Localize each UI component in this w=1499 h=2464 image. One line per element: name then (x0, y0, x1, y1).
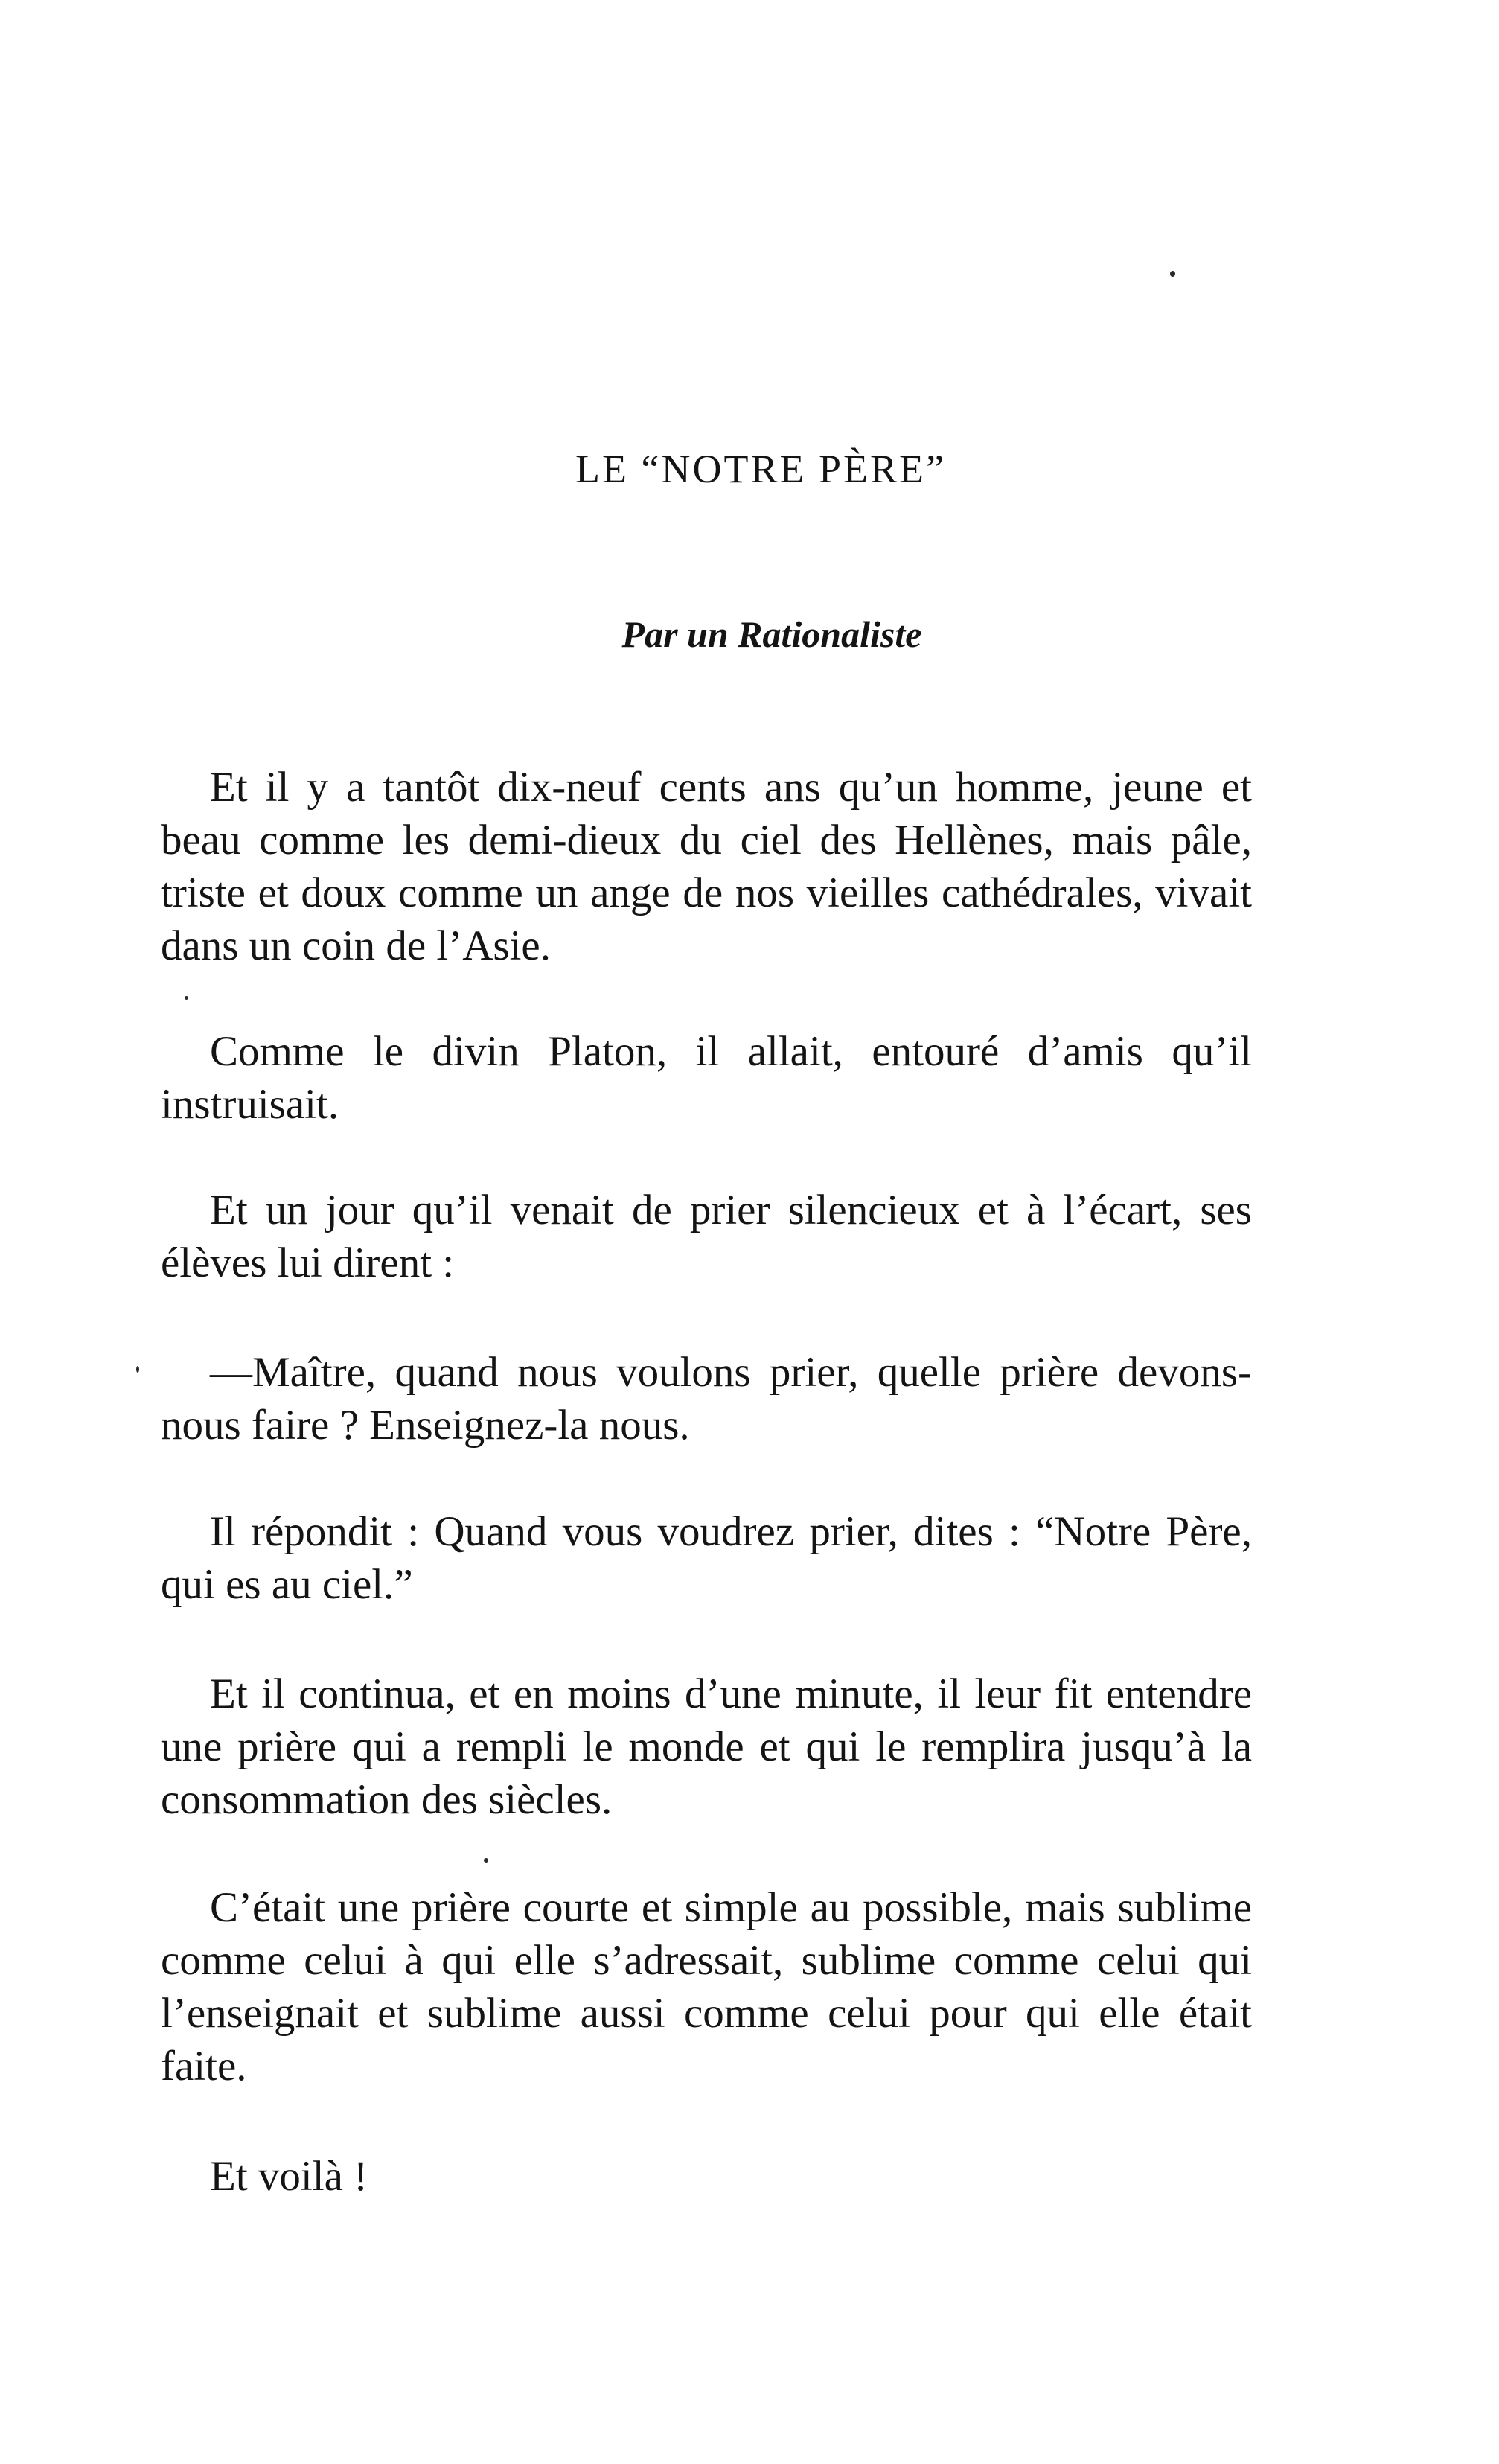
paragraph-6: Et il continua, et en moins d’une minute, il leur fit entendre une prière qui a rempli le monde et qui le remplira jusqu’à la consommation des siècles. (161, 1670, 1252, 1823)
ink-speck (136, 1366, 139, 1373)
ink-speck (1170, 271, 1175, 277)
paragraph-1: Et il y a tantôt dix-neuf cents ans qu’un homme, jeune et beau comme les demi-dieux du ciel des Hellènes, mais pâle, triste et doux comme un ange de nos vieilles cathédrales, vivait dans un coin de l’Asie. (161, 764, 1252, 969)
paragraph-8: Et voilà ! (210, 2153, 368, 2200)
ink-speck (185, 996, 188, 1000)
paragraph-3: Et un jour qu’il venait de prier silencieux et à l’écart, ses élèves lui dirent : (161, 1187, 1252, 1286)
paragraph-5: Il répondit : Quand vous voudrez prier, dites : “Notre Père, qui es au ciel.” (161, 1508, 1252, 1608)
paragraph-2: Comme le divin Platon, il allait, entouré d’amis qu’il instruisait. (161, 1028, 1252, 1128)
paragraph-4: —Maître, quand nous voulons prier, quelle prière devons-nous faire ? Enseignez-la nous. (161, 1349, 1252, 1449)
ink-speck (484, 1858, 488, 1863)
paragraph-7: C’était une prière courte et simple au possible, mais sublime comme celui à qui elle s’adressait, sublime comme celui qui l’enseignait et sublime aussi comme celui pour qui elle était faite. (161, 1884, 1252, 2090)
chapter-title: LE “NOTRE PÈRE” (575, 447, 946, 491)
chapter-byline: Par un Rationaliste (621, 613, 922, 655)
